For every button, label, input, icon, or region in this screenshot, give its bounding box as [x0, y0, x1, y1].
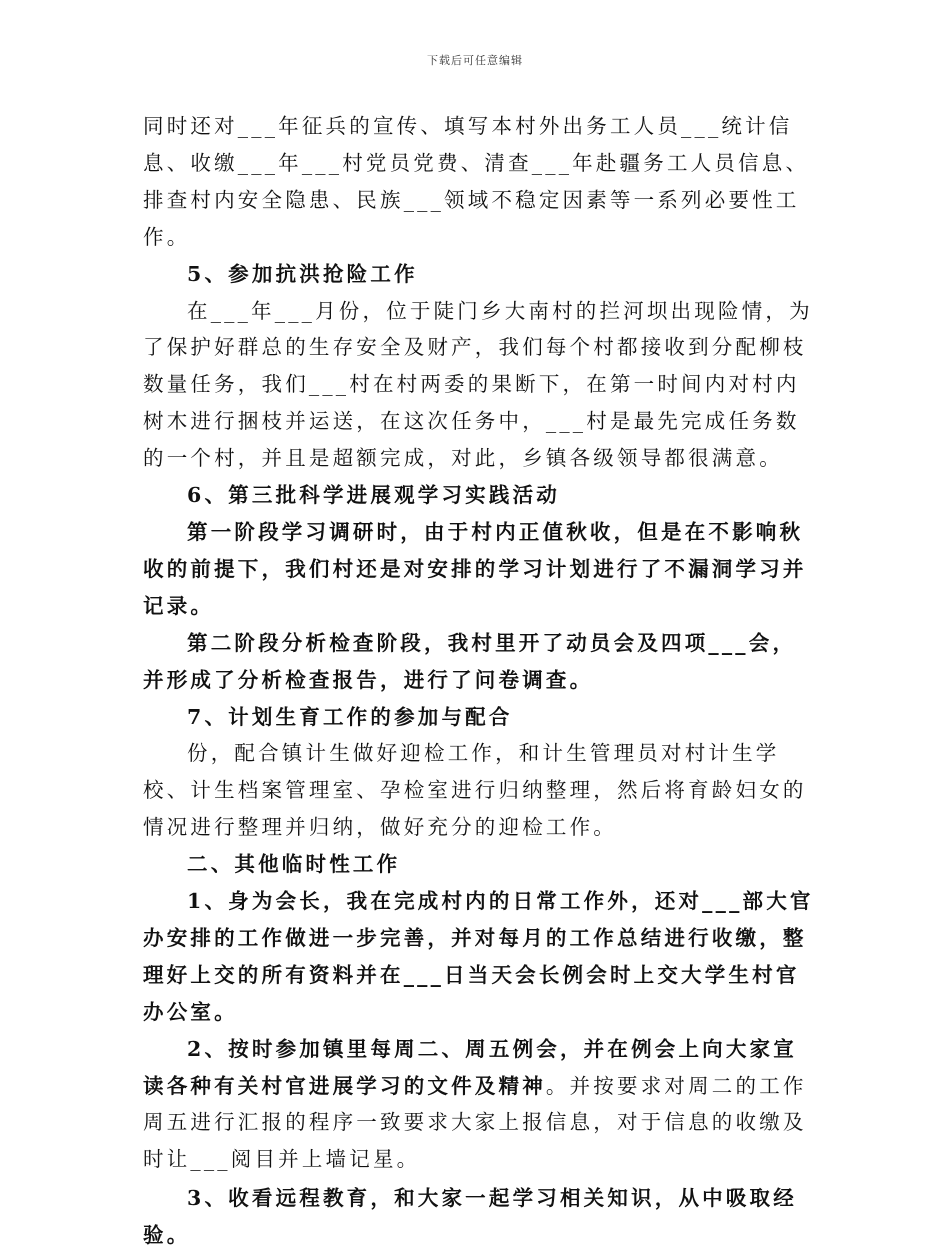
heading-flood-work: 5、参加抗洪抢险工作 — [187, 261, 418, 286]
document-body — [143, 108, 815, 1254]
heading-study-activity: 6、第三批科学进展观学习实践活动 — [187, 483, 560, 508]
page-header: 下载后可任意编辑 — [427, 54, 523, 67]
paragraph-stage-one: 第一阶段学习调研时，由于村内正值秋收，但是在不影响秋收的前提下，我们村还是对安排的学习计划进行了不漏洞学习并记录。 — [143, 519, 807, 618]
weekly-meetings-normal-text: 。并按要求对周二的工作周五进行汇报的程序一致要求大家上报信息，对于信息的收缴及时让___阅目并上墙记星。 — [143, 1073, 807, 1172]
heading-family-planning: 7、计划生育工作的参加与配合 — [187, 704, 513, 729]
paragraph-flood-work: 在___年___月份，位于陡门乡大南村的拦河坝出现险情，为了保护好群总的生存安全及财产，我们每个村都接收到分配柳枝数量任务，我们___村在村两委的果断下，在第一时间内对村内树木进行捆枝并运送，在这次任务中，___村是最先完成任务数的一个村，并且是超额完成，对此，乡镇各级领导都很满意。 — [143, 298, 813, 471]
paragraph-weekly-meetings — [143, 1031, 815, 1179]
paragraph-family-planning: 份，配合镇计生做好迎检工作，和计生管理员对村计生学校、计生档案管理室、孕检室进行归纳整理，然后将育龄妇女的情况进行整理并归纳，做好充分的迎检工作。 — [143, 741, 807, 840]
paragraph-remote-education: 3、收看远程教育，和大家一起学习相关知识，从中吸取经验。 — [143, 1186, 797, 1248]
paragraph-intro: 同时还对___年征兵的宣传、填写本村外出务工人员___统计信息、收缴___年___村党员党费、清查___年赴疆务工人员信息、排查村内安全隐患、民族___领域不稳定因素等一系列必要性工作。 — [143, 114, 810, 249]
weekly-meetings-bold-text: 2、按时参加镇里每周二、周五例会，并在例会上向大家宣读各种有关村官进展学习的文件及精神 — [143, 1036, 797, 1098]
paragraph-stage-two: 第二阶段分析检查阶段，我村里开了动员会及四项___会，并形成了分析检查报告，进行了问卷调查。 — [143, 630, 797, 692]
paragraph-president-duty: 1、身为会长，我在完成村内的日常工作外，还对___部大官办安排的工作做进一步完善，并对每月的工作总结进行收缴，整理好上交的所有资料并在___日当天会长例会时上交大学生村官办公室。 — [143, 889, 814, 1024]
heading-other-work: 二、其他临时性工作 — [187, 852, 401, 877]
